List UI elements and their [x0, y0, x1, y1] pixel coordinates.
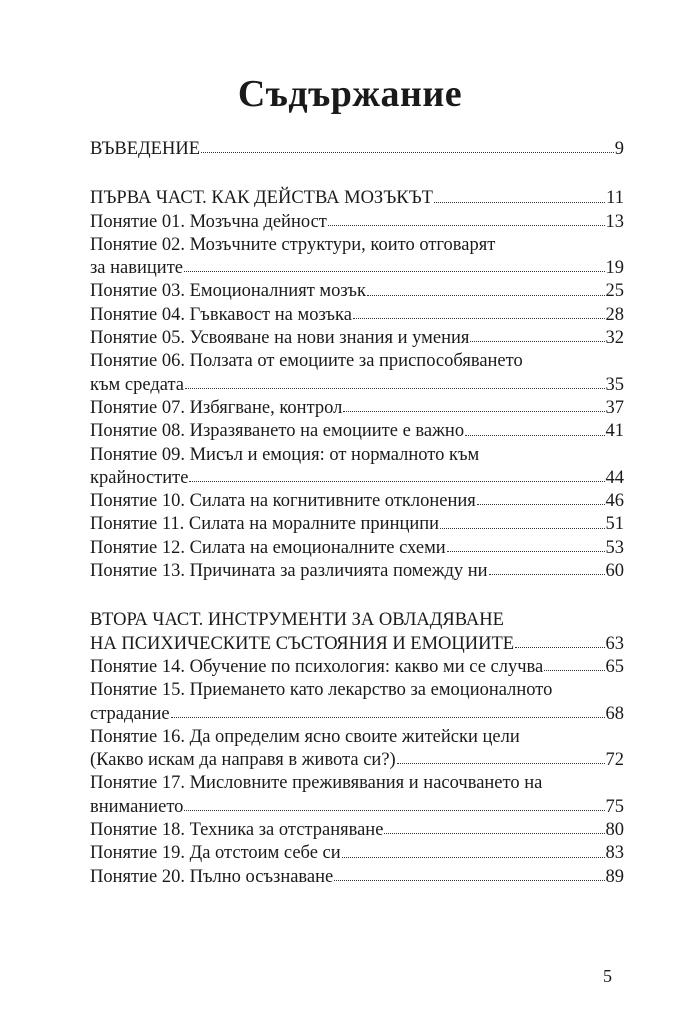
table-of-contents: [90, 138, 624, 915]
dot-leader: [185, 388, 605, 389]
dot-leader: [343, 411, 604, 412]
toc-entry-text: (Какво искам да направя в живота си?): [90, 750, 396, 771]
toc-entry-text: Понятие 19. Да отстоим себе си: [90, 843, 341, 864]
dot-leader: [470, 341, 604, 342]
page-number: 5: [603, 966, 612, 986]
toc-entry: [90, 656, 624, 679]
toc-entry: [90, 772, 624, 795]
toc-entry-text: Понятие 20. Пълно осъзнаване: [90, 866, 334, 887]
toc-intro-section: [90, 138, 624, 161]
toc-entry-text: за навиците: [90, 258, 183, 279]
toc-entry-text: Понятие 04. Гъвкавост на мозъка: [90, 304, 352, 325]
toc-entry-page: 60: [605, 561, 624, 582]
toc-entry-text: Понятие 10. Силата на когнитивните отклонения: [90, 491, 476, 512]
dot-leader: [171, 717, 605, 718]
toc-entry: [90, 819, 624, 842]
toc-entry: [90, 350, 624, 373]
toc-entry-text: към средата: [90, 374, 184, 395]
dot-leader: [397, 763, 605, 764]
dot-leader: [477, 504, 605, 505]
toc-entry-page: 35: [605, 374, 624, 395]
dot-leader: [465, 435, 604, 436]
toc-entry: [90, 490, 624, 513]
toc-entry: [90, 749, 624, 772]
toc-entry-page: 19: [605, 258, 624, 279]
toc-entry: [90, 257, 624, 280]
toc-entry: [90, 374, 624, 397]
toc-entry-page: 44: [605, 467, 624, 488]
toc-entry: [90, 444, 624, 467]
toc-entry-text: Понятие 11. Силата на моралните принципи: [90, 514, 440, 535]
toc-part2-entries: [90, 656, 624, 889]
toc-entry-page: 46: [605, 491, 624, 512]
toc-part2-section: [90, 609, 624, 889]
toc-entry-text: вниманието: [90, 796, 184, 817]
toc-entry: [90, 703, 624, 726]
dot-leader: [447, 551, 605, 552]
toc-entry: [90, 726, 624, 749]
toc-entry: [90, 560, 624, 583]
toc-entry-text: ВТОРА ЧАСТ. ИНСТРУМЕНТИ ЗА ОВЛАДЯВАНЕ: [90, 610, 504, 631]
dot-leader: [440, 528, 604, 529]
toc-part1-entries: [90, 211, 624, 584]
dot-leader: [367, 295, 605, 296]
toc-entry-page: 53: [605, 537, 624, 558]
toc-entry: [90, 304, 624, 327]
toc-entry-text: Понятие 18. Техника за отстраняване: [90, 820, 384, 841]
toc-entry-page: 25: [605, 281, 624, 302]
toc-entry-text: Понятие 09. Мисъл и емоция: от нормалното към: [90, 444, 480, 465]
toc-entry-text: Понятие 02. Мозъчните структури, които отговарят: [90, 234, 496, 255]
toc-entry-page: 65: [605, 656, 624, 677]
dot-leader: [384, 833, 604, 834]
dot-leader: [189, 481, 604, 482]
toc-entry-page: 89: [605, 866, 624, 887]
toc-entry: [90, 234, 624, 257]
toc-entry-page: 37: [605, 397, 624, 418]
dot-leader: [434, 202, 605, 203]
toc-entry-page: 63: [605, 633, 624, 654]
toc-entry-page: 80: [605, 820, 624, 841]
toc-entry-page: 32: [605, 328, 624, 349]
dot-leader: [334, 880, 604, 881]
toc-entry-text: Понятие 12. Силата на емоционалните схеми: [90, 537, 446, 558]
toc-entry-page: 41: [605, 421, 624, 442]
toc-entry: [90, 537, 624, 560]
toc-entry-text: Понятие 17. Мисловните преживявания и насочването на: [90, 773, 543, 794]
dot-leader: [201, 152, 614, 153]
toc-entry: [90, 866, 624, 889]
toc-part-heading: [90, 609, 624, 632]
toc-entry: [90, 327, 624, 350]
toc-entry-text: ПЪРВА ЧАСТ. КАК ДЕЙСТВА МОЗЪКЪТ: [90, 188, 433, 209]
toc-entry-page: 83: [605, 843, 624, 864]
toc-entry-text: страдание: [90, 703, 170, 724]
toc-entry: [90, 842, 624, 865]
dot-leader: [544, 670, 604, 671]
toc-entry-text: Понятие 07. Избягване, контрол: [90, 397, 343, 418]
toc-entry-intro: [90, 138, 624, 161]
toc-entry-text: Понятие 16. Да определим ясно своите житейски цели: [90, 726, 520, 747]
toc-entry: [90, 679, 624, 702]
toc-entry: [90, 467, 624, 490]
toc-entry-page: 72: [605, 750, 624, 771]
toc-entry-page: 28: [605, 304, 624, 325]
page-title: Съдържание: [237, 73, 463, 115]
toc-entry-text: Понятие 14. Обучение по психология: какво ми се случва: [90, 656, 544, 677]
toc-entry-page: 11: [606, 188, 624, 209]
toc-entry-page: 51: [605, 514, 624, 535]
dot-leader: [515, 647, 604, 648]
dot-leader: [342, 857, 605, 858]
toc-part1-section: [90, 187, 624, 583]
toc-entry: [90, 420, 624, 443]
toc-entry-text: Понятие 05. Усвояване на нови знания и умения: [90, 328, 470, 349]
dot-leader: [353, 318, 605, 319]
toc-part-heading: [90, 187, 624, 210]
toc-entry-page: 9: [614, 139, 624, 159]
toc-entry-text: Понятие 01. Мозъчна дейност: [90, 211, 327, 232]
toc-entry-text: Понятие 08. Изразяването на емоциите е важно: [90, 421, 465, 442]
toc-entry-text: крайностите: [90, 467, 189, 488]
toc-entry: [90, 513, 624, 536]
toc-entry: [90, 796, 624, 819]
toc-entry: [90, 280, 624, 303]
toc-entry-text: Понятие 03. Емоционалният мозък: [90, 281, 366, 302]
toc-entry-text: НА ПСИХИЧЕСКИТЕ СЪСТОЯНИЯ И ЕМОЦИИТЕ: [90, 633, 515, 654]
toc-entry: [90, 211, 624, 234]
toc-entry-text: Понятие 13. Причината за различията помежду ни: [90, 561, 488, 582]
toc-entry-text: Понятие 15. Приемането като лекарство за емоционалното: [90, 680, 553, 701]
dot-leader: [489, 574, 605, 575]
dot-leader: [328, 225, 605, 226]
toc-entry-text: Понятие 06. Ползата от емоциите за приспособяването: [90, 351, 523, 372]
dot-leader: [184, 810, 604, 811]
toc-entry-page: 13: [605, 211, 624, 232]
toc-entry-text: ВЪВЕДЕНИЕ: [90, 139, 200, 159]
dot-leader: [184, 271, 605, 272]
toc-entry-page: 68: [605, 703, 624, 724]
toc-part-heading: [90, 633, 624, 656]
toc-entry: [90, 397, 624, 420]
toc-entry-page: 75: [605, 796, 624, 817]
